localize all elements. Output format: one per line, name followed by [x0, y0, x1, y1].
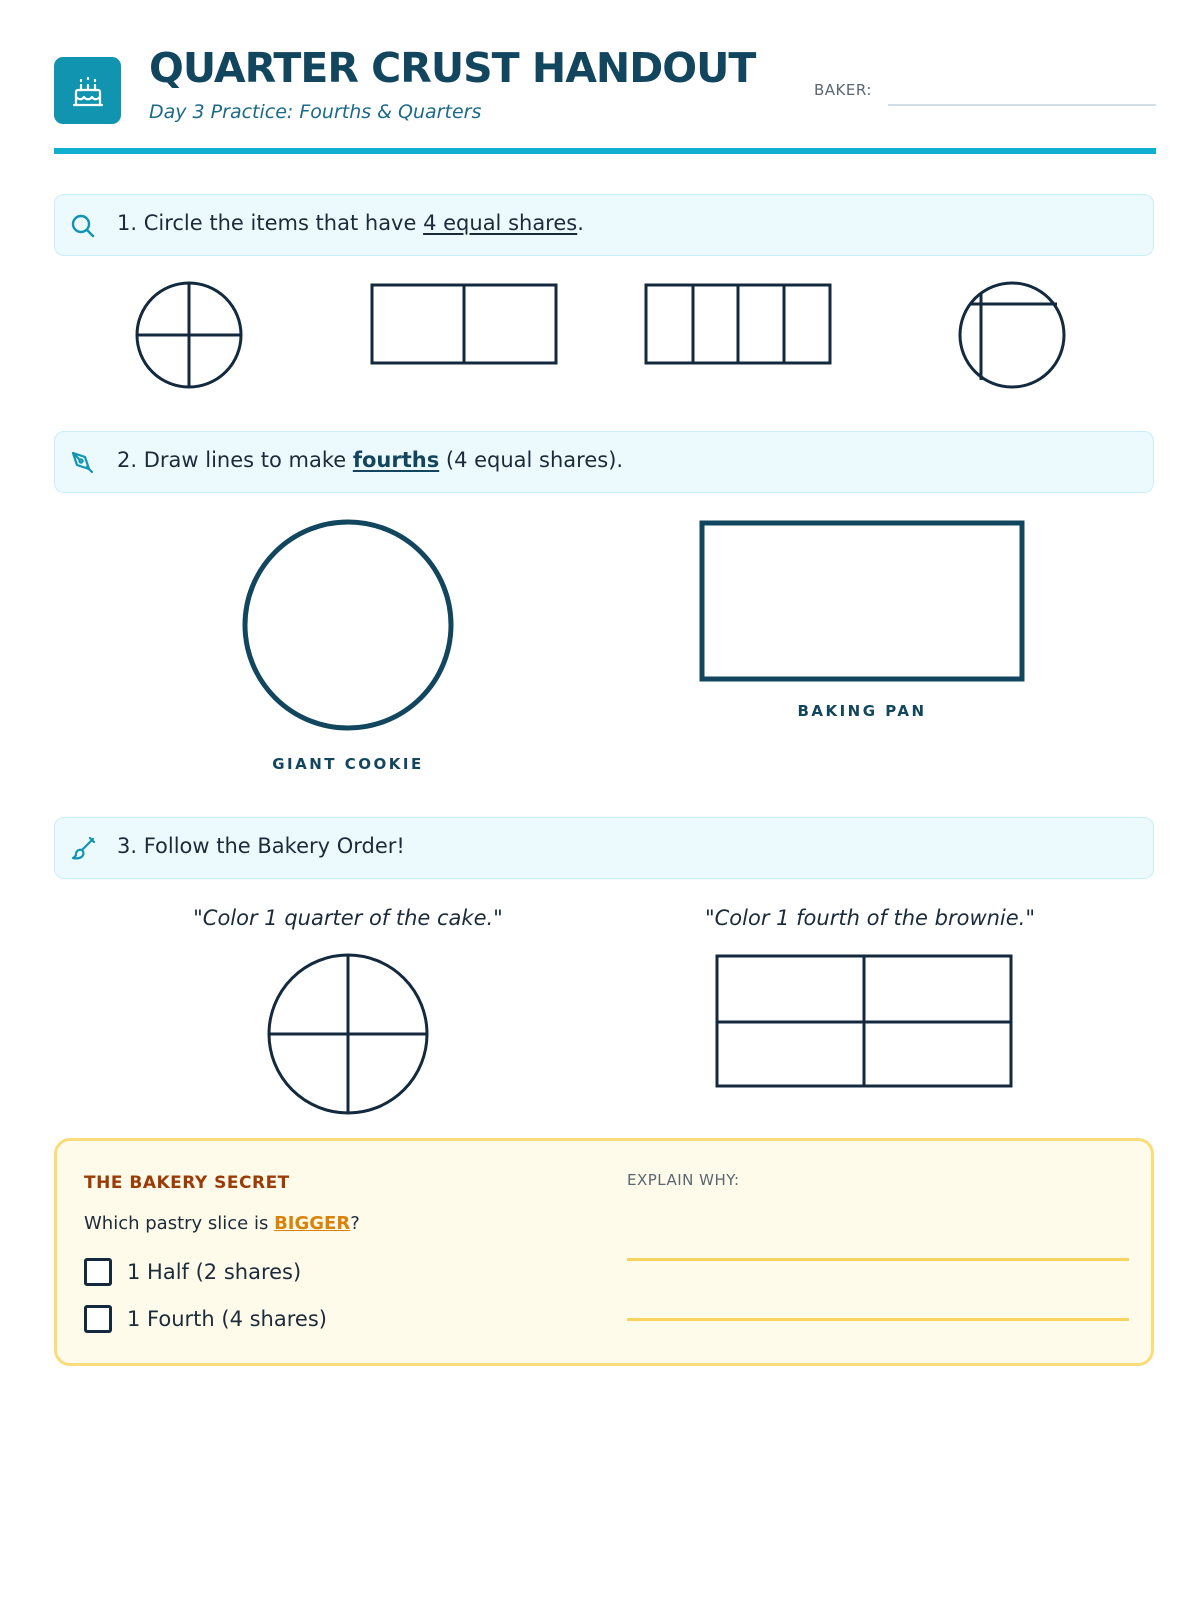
option-half-label: 1 Half (2 shares) — [127, 1260, 302, 1284]
question-3-bar — [54, 817, 1154, 879]
circle-fourths-shape[interactable] — [134, 280, 244, 390]
option-fourth[interactable] — [84, 1305, 327, 1333]
question-1-bar — [54, 194, 1154, 256]
bakery-secret-title: THE BAKERY SECRET — [84, 1173, 290, 1193]
pen-tool-icon — [69, 449, 97, 477]
checkbox-half[interactable] — [84, 1258, 112, 1286]
question-2-emphasis: fourths — [352, 448, 440, 472]
option-fourth-label: 1 Fourth (4 shares) — [127, 1307, 327, 1331]
cake-circle-fourths[interactable] — [266, 952, 430, 1116]
rectangle-four-strips-shape[interactable] — [644, 283, 832, 365]
baking-pan-rectangle[interactable] — [699, 520, 1025, 682]
question-2-bar — [54, 431, 1154, 493]
baking-pan-label: BAKING PAN — [797, 702, 927, 720]
header-divider — [54, 148, 1156, 154]
checkbox-fourth[interactable] — [84, 1305, 112, 1333]
birthday-cake-icon — [69, 72, 107, 110]
paintbrush-icon — [69, 835, 97, 863]
question-1-emphasis: 4 equal shares — [423, 211, 578, 235]
brownie-order-text: "Color 1 fourth of the brownie." — [704, 906, 1036, 930]
bakery-secret-question: Which pastry slice is BIGGER? — [84, 1213, 360, 1234]
bakery-secret-box — [54, 1138, 1154, 1366]
question-3-text: 3. Follow the Bakery Order! — [117, 834, 405, 858]
page-title: QUARTER CRUST HANDOUT — [149, 44, 756, 92]
explain-why-label: EXPLAIN WHY: — [627, 1171, 740, 1189]
baker-label: BAKER: — [814, 81, 872, 99]
bigger-emphasis: BIGGER — [274, 1213, 351, 1234]
giant-cookie-label: GIANT COOKIE — [272, 755, 424, 773]
brownie-rectangle-fourths[interactable] — [715, 954, 1013, 1088]
baker-name-field[interactable] — [888, 104, 1156, 106]
question-2-text: 2. Draw lines to make fourths (4 equal shares). — [117, 448, 624, 472]
circle-unequal-parts-shape[interactable] — [957, 280, 1067, 390]
question-1-text: 1. Circle the items that have 4 equal shares. — [117, 211, 584, 235]
cake-logo — [54, 57, 121, 124]
rectangle-halves-shape[interactable] — [370, 283, 558, 365]
explain-answer-line-1[interactable] — [627, 1258, 1129, 1261]
option-half[interactable] — [84, 1258, 301, 1286]
explain-answer-line-2[interactable] — [627, 1318, 1129, 1321]
cake-order-text: "Color 1 quarter of the cake." — [193, 906, 503, 930]
page-subtitle: Day 3 Practice: Fourths & Quarters — [149, 101, 482, 123]
giant-cookie-circle[interactable] — [241, 518, 455, 732]
search-icon — [69, 212, 97, 240]
